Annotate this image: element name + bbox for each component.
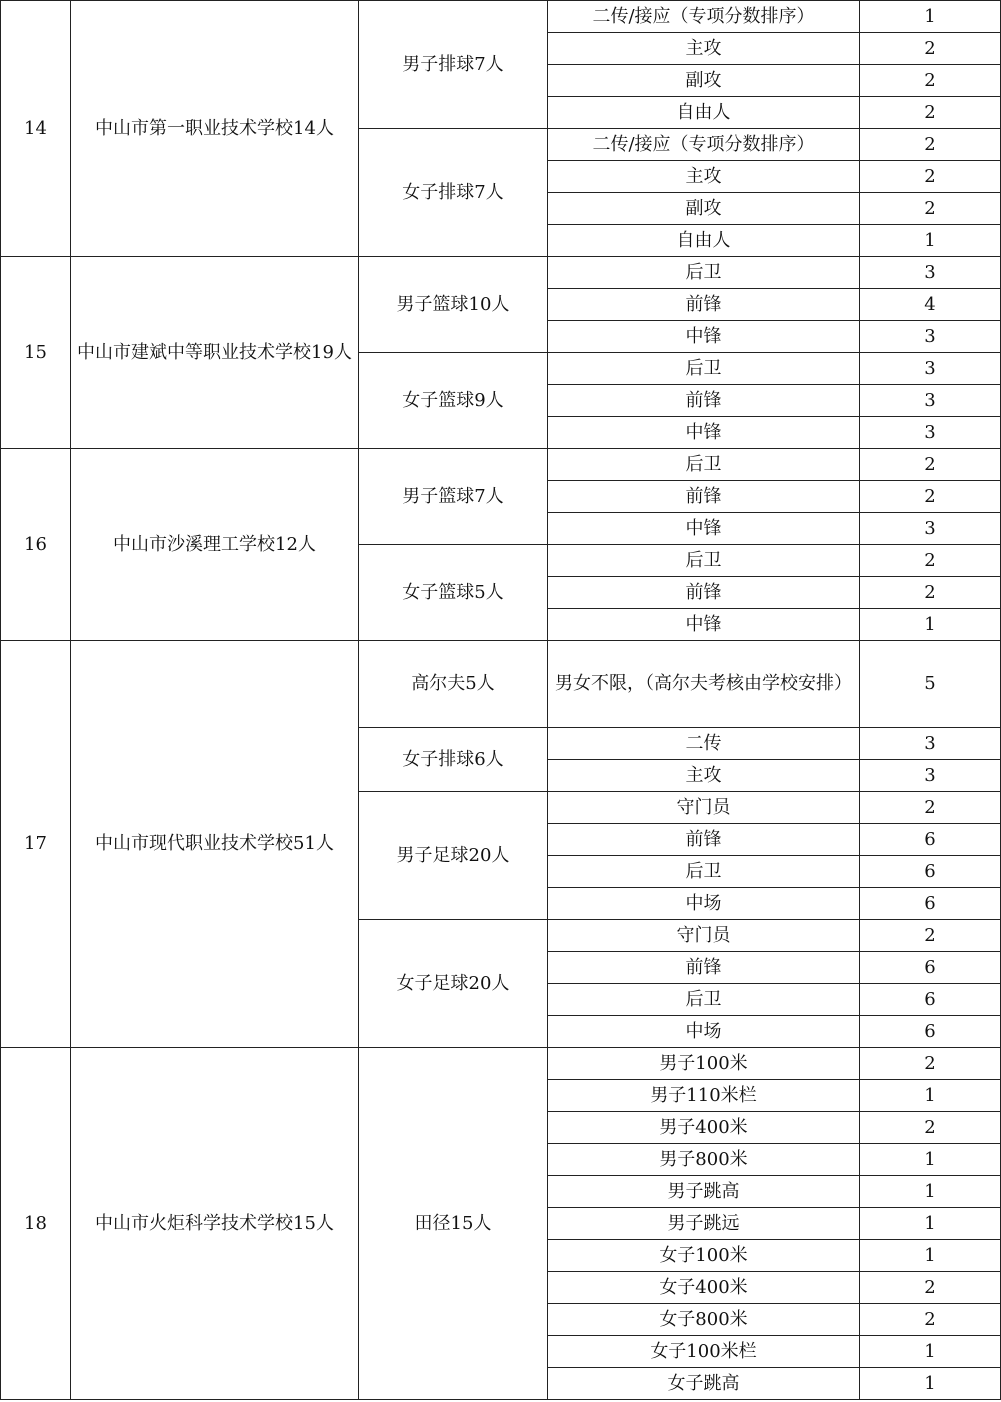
position-name: 前锋 xyxy=(548,385,860,417)
position-name: 后卫 xyxy=(548,449,860,481)
position-count: 2 xyxy=(860,792,1001,824)
position-count: 1 xyxy=(860,609,1001,641)
position-count: 2 xyxy=(860,193,1001,225)
table-row xyxy=(1,641,1001,728)
position-count: 1 xyxy=(860,1144,1001,1176)
position-count: 2 xyxy=(860,1112,1001,1144)
position-count: 3 xyxy=(860,385,1001,417)
position-name: 后卫 xyxy=(548,984,860,1016)
position-count: 3 xyxy=(860,728,1001,760)
school-name: 中山市第一职业技术学校14人 xyxy=(71,1,359,257)
position-name: 女子100米 xyxy=(548,1240,860,1272)
position-name: 女子400米 xyxy=(548,1272,860,1304)
position-name: 中锋 xyxy=(548,609,860,641)
position-name: 女子100米栏 xyxy=(548,1336,860,1368)
position-name: 前锋 xyxy=(548,577,860,609)
position-name: 女子800米 xyxy=(548,1304,860,1336)
position-count: 2 xyxy=(860,1272,1001,1304)
sport-quota: 女子篮球9人 xyxy=(359,353,548,449)
quota-table-body xyxy=(1,1,1001,1400)
position-count: 3 xyxy=(860,257,1001,289)
table-row xyxy=(1,1,1001,33)
sport-quota: 男子排球7人 xyxy=(359,1,548,129)
sport-quota: 男子篮球10人 xyxy=(359,257,548,353)
position-count: 1 xyxy=(860,1,1001,33)
sport-quota: 男子篮球7人 xyxy=(359,449,548,545)
position-name: 男女不限，（高尔夫考核由学校安排） xyxy=(548,641,860,728)
table-row xyxy=(1,1048,1001,1080)
serial-number: 15 xyxy=(1,257,71,449)
serial-number: 18 xyxy=(1,1048,71,1400)
school-name: 中山市建斌中等职业技术学校19人 xyxy=(71,257,359,449)
position-name: 男子跳远 xyxy=(548,1208,860,1240)
table-row xyxy=(1,449,1001,481)
position-count: 2 xyxy=(860,65,1001,97)
position-count: 2 xyxy=(860,97,1001,129)
position-name: 自由人 xyxy=(548,97,860,129)
position-count: 3 xyxy=(860,760,1001,792)
position-count: 6 xyxy=(860,856,1001,888)
position-name: 男子跳高 xyxy=(548,1176,860,1208)
position-count: 2 xyxy=(860,129,1001,161)
position-count: 4 xyxy=(860,289,1001,321)
position-name: 女子跳高 xyxy=(548,1368,860,1400)
position-name: 中场 xyxy=(548,1016,860,1048)
position-count: 2 xyxy=(860,33,1001,65)
position-name: 男子110米栏 xyxy=(548,1080,860,1112)
position-name: 副攻 xyxy=(548,65,860,97)
position-name: 男子400米 xyxy=(548,1112,860,1144)
position-name: 二传/接应（专项分数排序） xyxy=(548,1,860,33)
position-count: 3 xyxy=(860,321,1001,353)
position-name: 自由人 xyxy=(548,225,860,257)
position-count: 1 xyxy=(860,1176,1001,1208)
position-count: 1 xyxy=(860,1080,1001,1112)
serial-number: 16 xyxy=(1,449,71,641)
position-count: 1 xyxy=(860,1336,1001,1368)
position-count: 6 xyxy=(860,1016,1001,1048)
sport-quota: 女子篮球5人 xyxy=(359,545,548,641)
position-count: 6 xyxy=(860,952,1001,984)
position-count: 1 xyxy=(860,1368,1001,1400)
position-name: 男子800米 xyxy=(548,1144,860,1176)
position-name: 中场 xyxy=(548,888,860,920)
position-name: 后卫 xyxy=(548,856,860,888)
position-count: 2 xyxy=(860,481,1001,513)
position-name: 中锋 xyxy=(548,513,860,545)
position-count: 2 xyxy=(860,920,1001,952)
sport-quota: 女子排球7人 xyxy=(359,129,548,257)
position-count: 6 xyxy=(860,888,1001,920)
position-count: 3 xyxy=(860,513,1001,545)
position-name: 后卫 xyxy=(548,545,860,577)
position-name: 二传/接应（专项分数排序） xyxy=(548,129,860,161)
position-name: 男子100米 xyxy=(548,1048,860,1080)
position-name: 前锋 xyxy=(548,481,860,513)
position-name: 前锋 xyxy=(548,289,860,321)
sport-quota: 高尔夫5人 xyxy=(359,641,548,728)
position-name: 后卫 xyxy=(548,353,860,385)
position-name: 前锋 xyxy=(548,952,860,984)
position-name: 前锋 xyxy=(548,824,860,856)
position-name: 中锋 xyxy=(548,417,860,449)
sport-quota: 田径15人 xyxy=(359,1048,548,1400)
position-count: 2 xyxy=(860,1304,1001,1336)
position-count: 3 xyxy=(860,417,1001,449)
position-name: 二传 xyxy=(548,728,860,760)
position-count: 2 xyxy=(860,449,1001,481)
school-name: 中山市沙溪理工学校12人 xyxy=(71,449,359,641)
position-name: 主攻 xyxy=(548,760,860,792)
position-count: 6 xyxy=(860,824,1001,856)
school-name: 中山市现代职业技术学校51人 xyxy=(71,641,359,1048)
position-count: 3 xyxy=(860,353,1001,385)
position-name: 副攻 xyxy=(548,193,860,225)
position-name: 后卫 xyxy=(548,257,860,289)
sport-quota: 男子足球20人 xyxy=(359,792,548,920)
serial-number: 14 xyxy=(1,1,71,257)
sport-quota: 女子排球6人 xyxy=(359,728,548,792)
position-count: 2 xyxy=(860,545,1001,577)
position-count: 6 xyxy=(860,984,1001,1016)
position-name: 守门员 xyxy=(548,792,860,824)
position-count: 2 xyxy=(860,1048,1001,1080)
table-row xyxy=(1,257,1001,289)
position-count: 1 xyxy=(860,1240,1001,1272)
position-count: 5 xyxy=(860,641,1001,728)
position-name: 中锋 xyxy=(548,321,860,353)
school-name: 中山市火炬科学技术学校15人 xyxy=(71,1048,359,1400)
position-count: 2 xyxy=(860,161,1001,193)
position-name: 守门员 xyxy=(548,920,860,952)
serial-number: 17 xyxy=(1,641,71,1048)
position-count: 1 xyxy=(860,1208,1001,1240)
position-name: 主攻 xyxy=(548,33,860,65)
position-count: 2 xyxy=(860,577,1001,609)
position-count: 1 xyxy=(860,225,1001,257)
sport-quota: 女子足球20人 xyxy=(359,920,548,1048)
position-name: 主攻 xyxy=(548,161,860,193)
